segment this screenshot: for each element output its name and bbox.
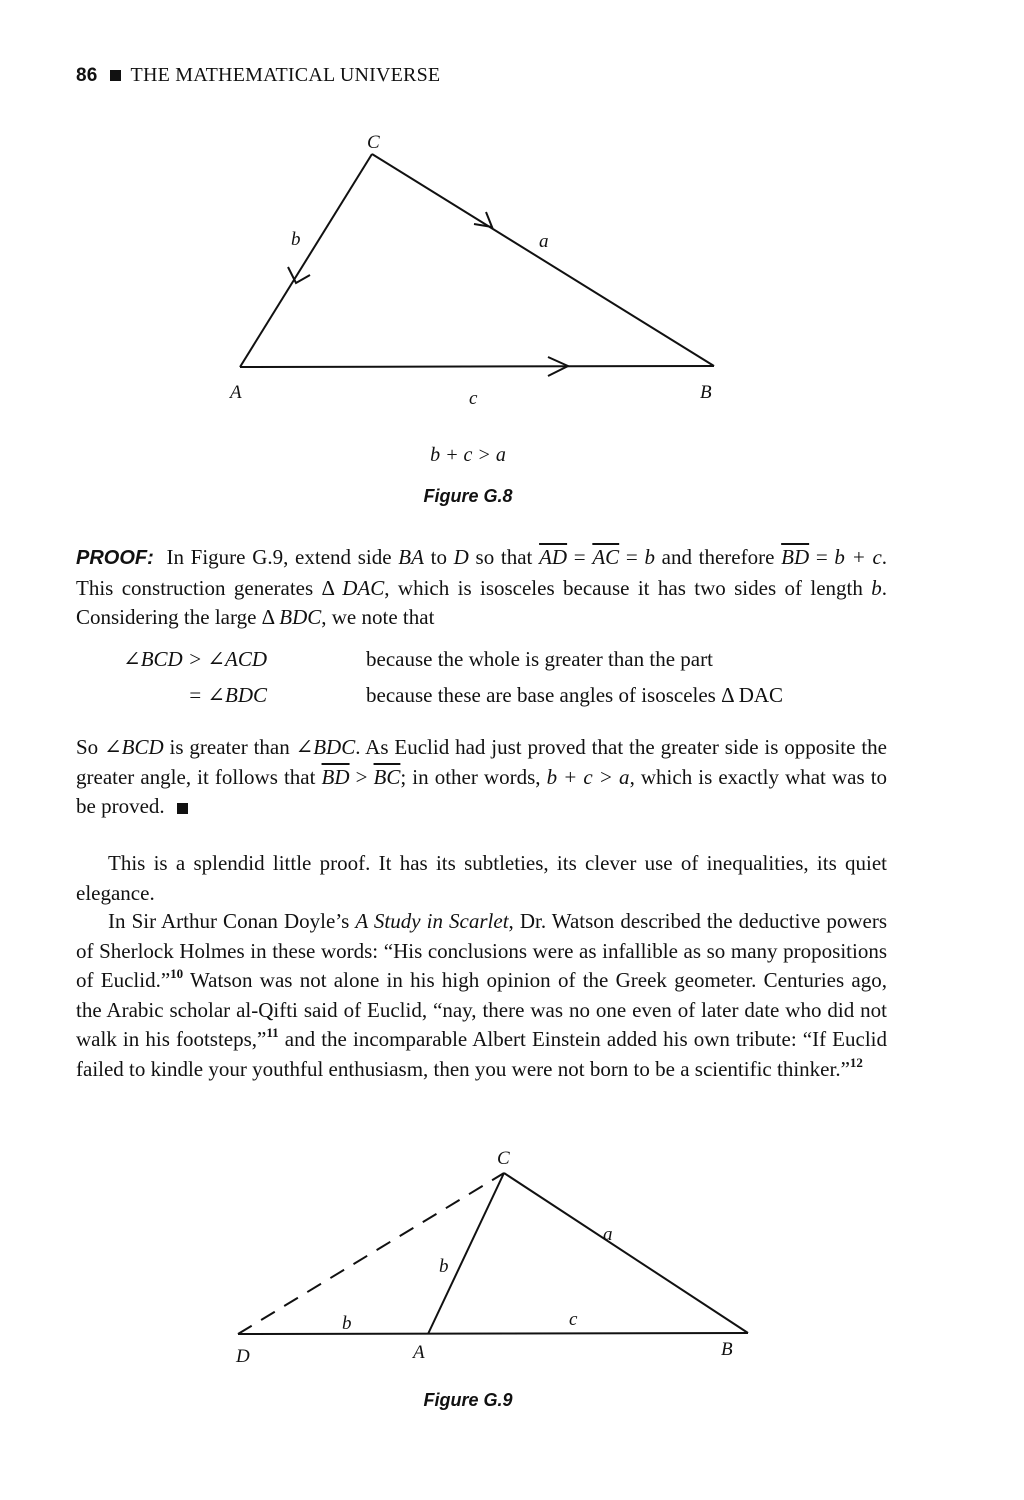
g9-label-C: C — [497, 1148, 510, 1169]
g9-label-b-lower: b — [342, 1313, 352, 1334]
figure-g8-triangle — [240, 154, 714, 367]
g8-inequality: b + c > a — [430, 444, 506, 466]
figure-g8-direction-arrows — [288, 212, 568, 376]
inequality-table — [76, 647, 887, 719]
inequality-lhs: = ∠BDC — [187, 683, 267, 707]
proof-paragraph: PROOF: In Figure G.9, extend side BA to D so that $\overline{AD} = \overline{AC} = b$ and therefore $\overline{BD} = b + c$. This construction generates Δ DAC, which is isosceles because it has two sides of length b. Considering the large Δ BDC, we note that — [76, 545, 888, 629]
proof-label: PROOF: — [76, 547, 154, 569]
g8-label-A: A — [230, 382, 242, 403]
running-title: THE MATHEMATICAL UNIVERSE — [130, 64, 441, 86]
g9-label-c: c — [569, 1309, 578, 1330]
footnote-ref: 12 — [849, 1054, 863, 1070]
inequality-row — [76, 647, 887, 683]
inequality-row — [76, 683, 887, 719]
inequality-lhs: ∠BCD > ∠ACD — [123, 647, 267, 671]
conclusion-paragraph: So ∠BCD is greater than ∠BDC. As Euclid had just proved that the greater side is opposite the greater angle, it follows that $\overline{BD} > \overline{BC}$; in other words, b + c > a, which is exactly what was to be proved. — [76, 735, 888, 818]
book-title: A Study in Scarlet — [355, 909, 509, 933]
body-paragraph: This is a splendid little proof. It has its subtleties, its clever use of inequalities, its quiet elegance. — [76, 851, 887, 905]
g9-label-D: D — [236, 1346, 250, 1367]
figure-g9-lines — [238, 1173, 748, 1334]
figure-g9-caption: Figure G.9 — [423, 1390, 513, 1410]
footnote-ref: 11 — [266, 1025, 279, 1040]
g8-label-B: B — [700, 382, 712, 403]
g8-label-c: c — [469, 388, 478, 409]
inequality-reason: because the whole is greater than the part — [366, 647, 713, 671]
g8-label-C: C — [367, 132, 380, 153]
inequality-reason: because these are base angles of isosceles Δ DAC — [366, 683, 784, 707]
figure-g8 — [0, 0, 1024, 420]
figure-g8-caption: Figure G.8 — [423, 486, 513, 506]
page-number: 86 — [76, 65, 98, 86]
g8-label-a: a — [539, 231, 549, 252]
g8-label-b: b — [291, 229, 301, 250]
g9-label-A: A — [413, 1342, 425, 1363]
g9-label-b-upper: b — [439, 1256, 449, 1277]
g9-label-a: a — [603, 1224, 613, 1245]
g9-label-B: B — [721, 1339, 733, 1360]
body-paragraph: In Sir Arthur Conan Doyle’s A Study in Scarlet, Dr. Watson described the deductive powers of Sherlock Holmes in these words: “His conclusions were as infallible as so many propositions of Euclid.”$^{10}$ Watson was not alone in his high opinion of the Greek geometer. Centuries ago, the Arabic scholar al-Qifti said of Euclid, “nay, there was no one even of later date who did not walk in his footsteps,”$^{11}$ and the incomparable Albert Einstein added his own tribute: “If Euclid failed to kindle your youthful enthusiasm, then you were not born to be a scientific thinker.”$^{12}$ — [76, 909, 888, 1081]
footnote-ref: 10 — [170, 966, 184, 981]
qed-icon — [177, 803, 188, 814]
